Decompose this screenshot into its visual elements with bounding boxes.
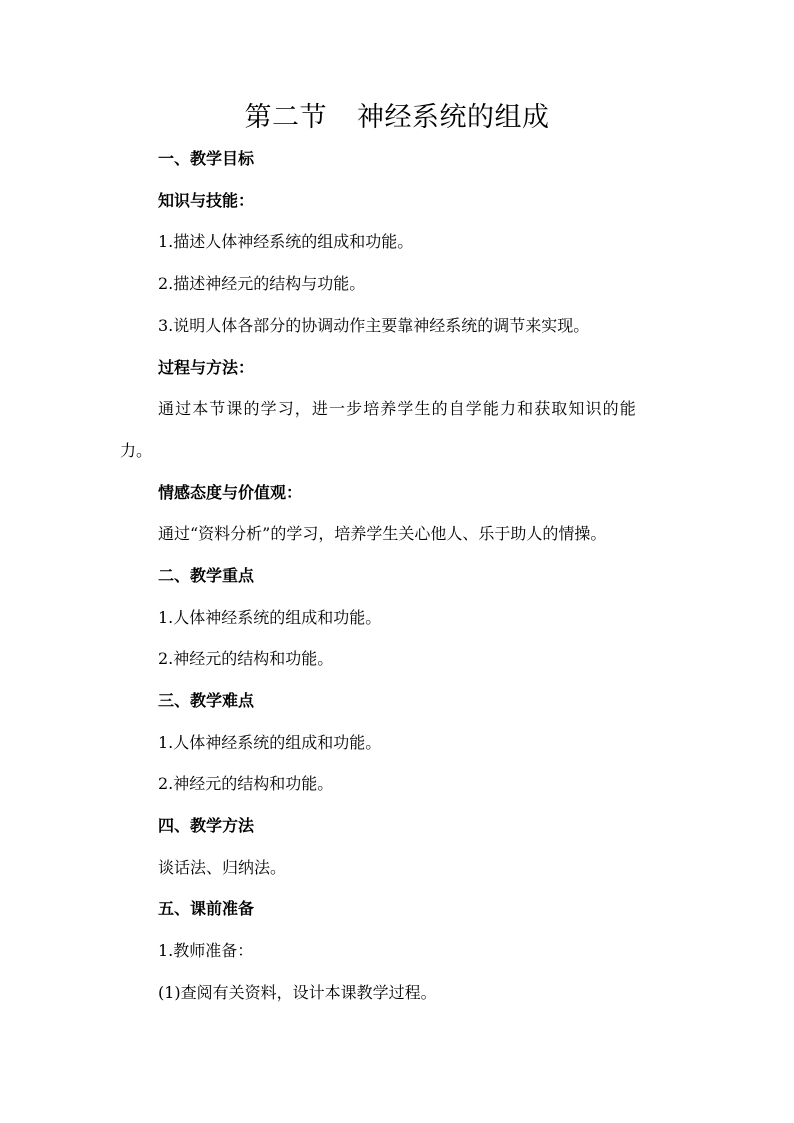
title-topic: 神经系统的组成 xyxy=(357,102,550,133)
paragraph-attitudes-values: 通过“资料分析”的学习，培养学生关心他人、乐于助人的情操。 xyxy=(158,524,607,543)
difficult-point-item: 2.神经元的结构和功能。 xyxy=(158,774,334,793)
heading-teaching-methods: 四、教学方法 xyxy=(158,816,255,835)
subheading-attitudes-values: 情感态度与价值观： xyxy=(158,483,303,502)
difficult-point-item: 1.人体神经系统的组成和功能。 xyxy=(158,733,382,752)
preparation-item: 1.教师准备： xyxy=(158,941,254,960)
objective-item: 3.说明人体各部分的协调动作主要靠神经系统的调节来实现。 xyxy=(158,316,590,335)
paragraph-teaching-methods: 谈话法、归纳法。 xyxy=(158,858,287,877)
document-title xyxy=(0,98,794,138)
key-point-item: 1.人体神经系统的组成和功能。 xyxy=(158,608,382,627)
heading-difficult-points: 三、教学难点 xyxy=(158,691,255,710)
subheading-process-methods: 过程与方法： xyxy=(158,358,255,377)
heading-key-points: 二、教学重点 xyxy=(158,566,255,585)
paragraph-process-methods-continued: 力。 xyxy=(120,441,153,460)
objective-item: 1.描述人体神经系统的组成和功能。 xyxy=(158,232,414,251)
title-section-number: 第二节 xyxy=(244,102,327,133)
key-point-item: 2.神经元的结构和功能。 xyxy=(158,649,334,668)
heading-teaching-objectives: 一、教学目标 xyxy=(158,149,255,168)
preparation-subitem: (1)查阅有关资料，设计本课教学过程。 xyxy=(158,983,437,1002)
subheading-knowledge-skills: 知识与技能： xyxy=(158,191,255,210)
paragraph-process-methods: 通过本节课的学习，进一步培养学生的自学能力和获取知识的能 xyxy=(158,399,637,418)
objective-item: 2.描述神经元的结构与功能。 xyxy=(158,274,366,293)
heading-preparation: 五、课前准备 xyxy=(158,899,255,918)
